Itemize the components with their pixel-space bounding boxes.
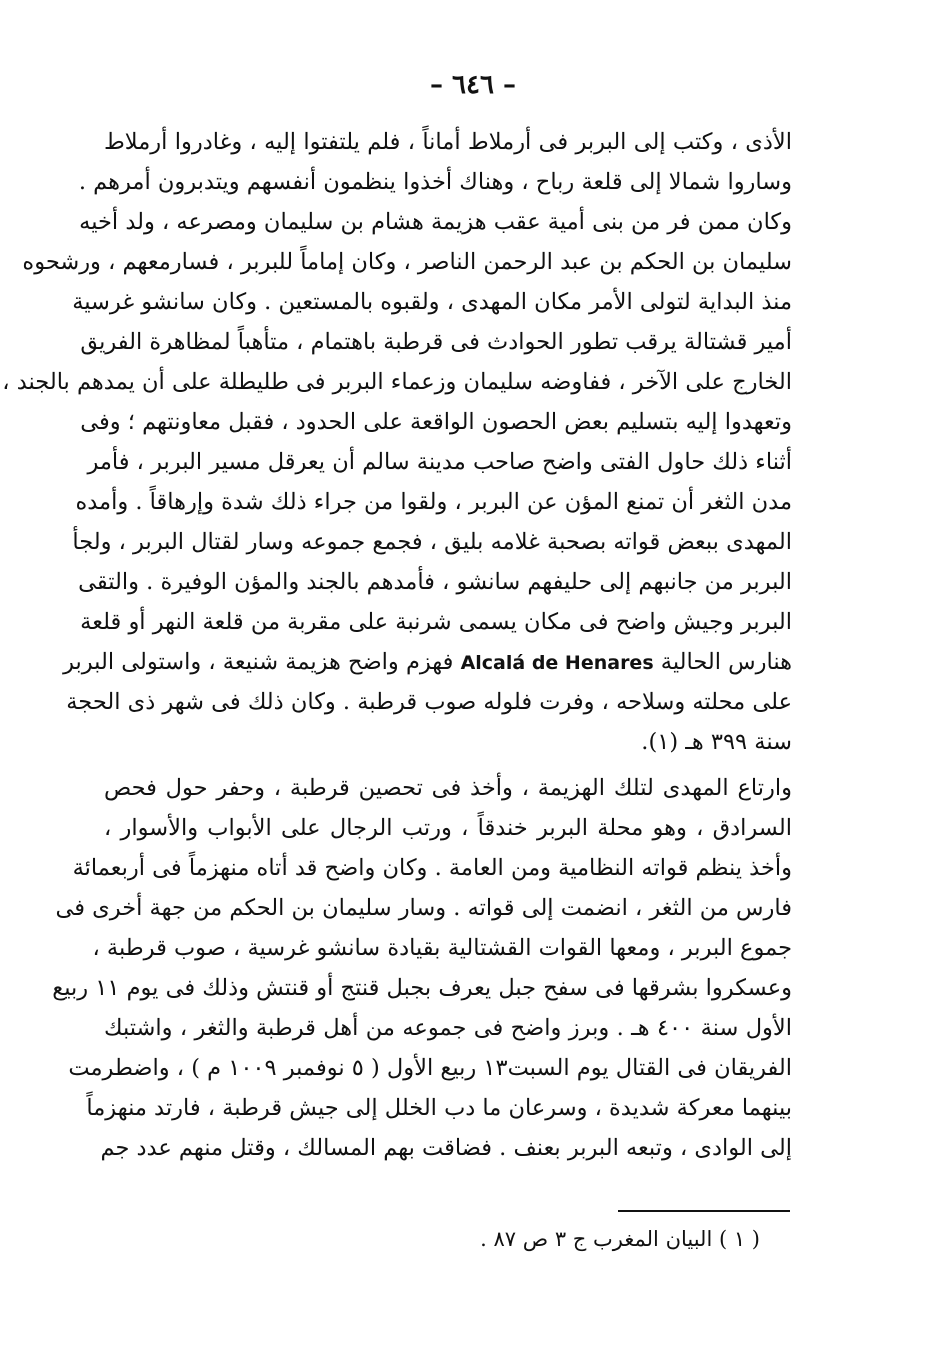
body-text — [2, 122, 792, 1168]
text-line: بينهما معركة شديدة ، وسرعان ما دب الخلل إلى جيش قرطبة ، فارتد منهزماً — [86, 1095, 792, 1121]
text-line: وعسكروا بشرقها فى سفح جبل يعرف بجبل قنتج أو قنتش وذلك فى يوم ١١ ربيع — [52, 975, 792, 1001]
text-line: فارس من الثغر ، انضمت إلى قواته . وسار سليمان بن الحكم من جهة أخرى فى — [55, 895, 792, 921]
text-line: مدن الثغر أن تمنع المؤن عن البربر ، ولقوا من جراء ذلك شدة وإرهاقاً . وأمده — [75, 489, 792, 515]
text-line: على محلته وسلاحه ، وفرت فلوله صوب قرطبة . وكان ذلك فى شهر ذى الحجة — [66, 689, 792, 715]
text-line: منذ البداية لتولى الأمر مكان المهدى ، ولقبوه بالمستعين . وكان سانشو غرسية — [72, 289, 792, 315]
page-number: – ٦٤٦ – — [429, 70, 517, 100]
text-line: سليمان بن الحكم بن عبد الرحمن الناصر ، وكان إماماً للبربر ، فسارمعهم ، ورشحوه — [22, 249, 792, 275]
text-line: أمير قشتالة يرقب تطور الحوادث فى قرطبة باهتمام ، متأهباً لمظاهرة الفريق — [80, 329, 792, 355]
text-line: المهدى ببعض قواته بصحبة غلامه بليق ، فجمع جموعه وسار لقتال البربر ، ولجأ — [72, 529, 792, 555]
text-line: الفريقان فى القتال يوم السبت١٣ ربيع الأول ( ٥ نوفمبر ١٠٠٩ م ) ، واضطرمت — [68, 1055, 792, 1081]
text-line: الأذى ، وكتب إلى البربر فى أرملاط أماناً ، فلم يلتفتوا إليه ، وغادروا أرملاط — [104, 129, 792, 155]
text-line: وتعهدوا إليه بتسليم بعض الحصون الواقعة على الحدود ، فقبل معاونتهم ؛ وفى — [80, 409, 792, 435]
latin-place-name: Alcalá de Henares — [460, 652, 654, 674]
text-line: البربر من جانبهم إلى حليفهم سانشو ، فأمدهم بالجند والمؤن الوفيرة . والتقى — [78, 569, 792, 595]
text-line: إلى الوادى ، وتبعه البربر بعنف . فضاقت بهم المسالك ، وقتل منهم عدد جم — [100, 1135, 792, 1161]
text-line: الأول سنة ٤٠٠ هـ . وبرز واضح فى جموعه من أهل قرطبة والثغر ، واشتبك — [104, 1015, 792, 1041]
text-line: جموع البربر ، ومعها القوات القشتالية بقيادة سانشو غرسية ، صوب قرطبة ، — [92, 935, 792, 961]
footnote-divider — [618, 1210, 790, 1212]
text-line: وكان ممن فر من بنى أمية عقب هزيمة هشام بن سليمان ومصرعه ، ولد أخيه — [79, 209, 792, 235]
text-segment: فهزم واضح هزيمة شنيعة ، واستولى البربر — [63, 649, 454, 675]
text-line-footnote-ref: سنة ٣٩٩ هـ (١). — [641, 729, 792, 755]
text-line: وارتاع المهدى لتلك الهزيمة ، وأخذ فى تحصين قرطبة ، وحفر حول فحص — [104, 775, 792, 801]
text-segment: هنارس الحالية — [660, 649, 792, 675]
text-line: وأخذ ينظم قواته النظامية ومن العامة . وكان واضح قد أتاه منهزماً فى أربعمائة — [72, 855, 792, 881]
text-line: السرادق ، وهو محلة البربر خندقاً ، ورتب الرجال على الأبواب والأسوار ، — [104, 815, 792, 841]
text-line-with-latin — [63, 642, 792, 682]
text-line: أثناء ذلك حاول الفتى واضح صاحب مدينة سالم أن يعرقل مسير البربر ، فأمر — [87, 449, 792, 475]
text-line: الخارج على الآخر ، ففاوضه سليمان وزعماء البربر فى طليطلة على أن يمدهم بالجند ، — [2, 369, 792, 395]
footnote: ( ١ ) البيان المغرب ج ٣ ص ٨٧ . — [480, 1227, 760, 1251]
text-line: البربر وجيش واضح فى مكان يسمى شرنبة على مقربة من قلعة النهر أو قلعة — [80, 609, 792, 635]
text-line: وساروا شمالا إلى قلعة رباح ، وهناك أخذوا ينظمون أنفسهم ويتدبرون أمرهم . — [78, 169, 792, 195]
